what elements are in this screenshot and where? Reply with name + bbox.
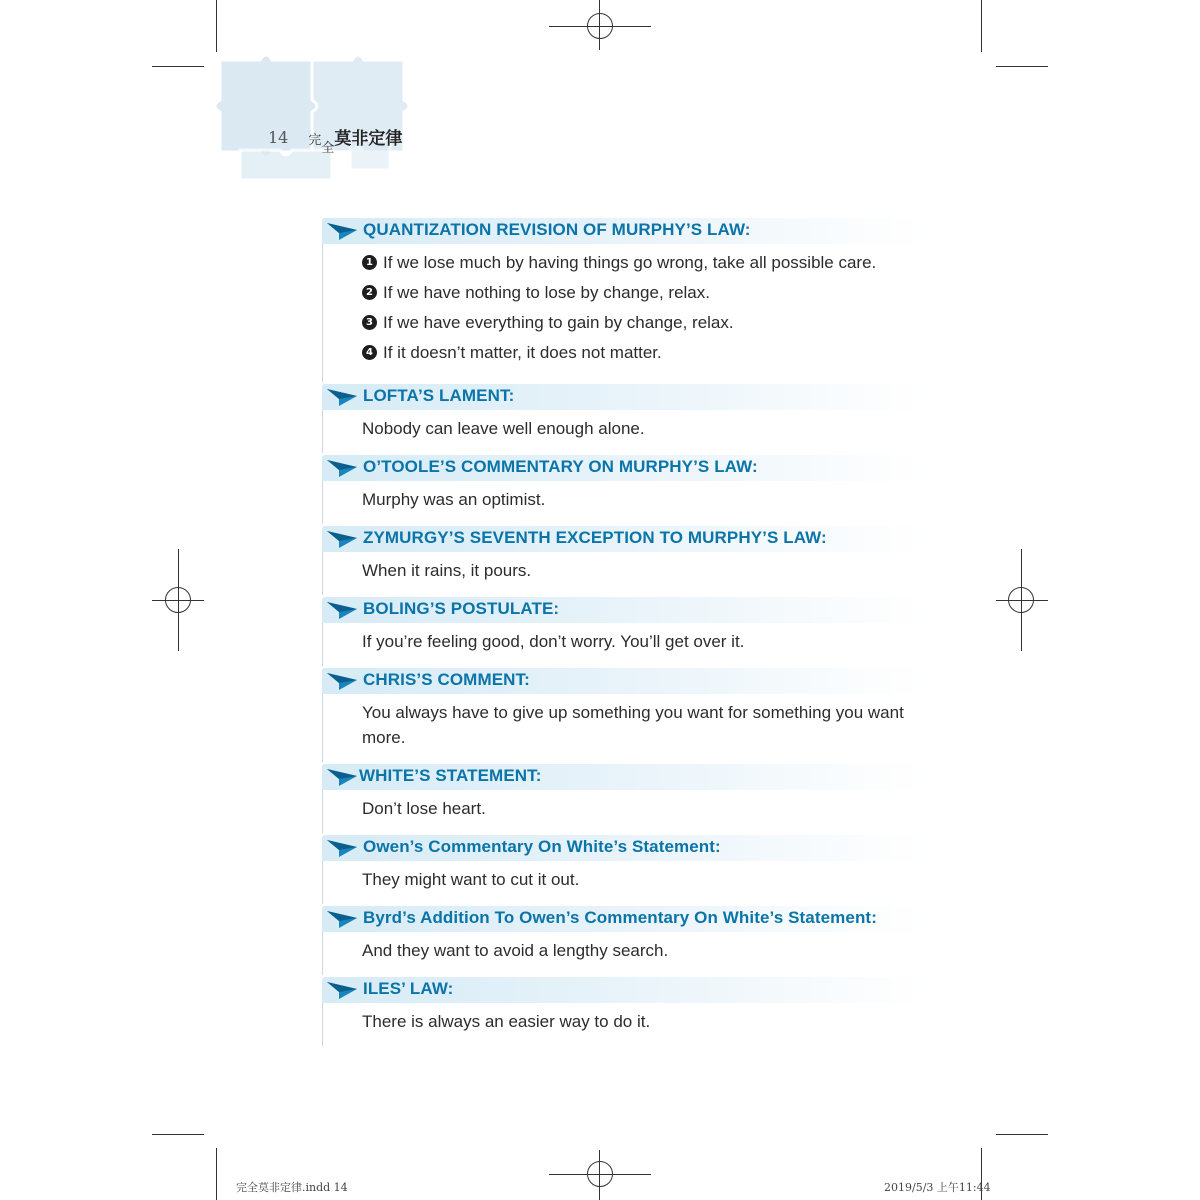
paper-plane-icon bbox=[325, 599, 359, 621]
numbered-bullet: 4 bbox=[362, 345, 377, 360]
crop-mark bbox=[981, 0, 982, 52]
page-number: 14 bbox=[268, 128, 289, 147]
law-entry bbox=[322, 597, 922, 668]
law-title: Byrd’s Addition To Owen’s Commentary On White’s Statement: bbox=[363, 908, 877, 927]
law-title: BOLING’S POSTULATE: bbox=[363, 599, 560, 618]
book-title-main: 莫非定律 bbox=[334, 129, 403, 149]
law-title: WHITE’S STATEMENT: bbox=[359, 766, 542, 785]
law-body: Murphy was an optimist. bbox=[362, 490, 546, 509]
crop-mark bbox=[996, 1134, 1048, 1135]
paper-plane-icon bbox=[325, 220, 359, 242]
law-title: QUANTIZATION REVISION OF MURPHY’S LAW: bbox=[363, 220, 751, 239]
numbered-bullet: 1 bbox=[362, 255, 377, 270]
law-body: There is always an easier way to do it. bbox=[362, 1012, 651, 1031]
law-header-bar bbox=[322, 597, 922, 623]
law-header-bar bbox=[322, 906, 922, 932]
list-item-text: If we lose much by having things go wrong, take all possible care. bbox=[383, 253, 877, 272]
list-item bbox=[362, 310, 907, 335]
timestamp: 2019/5/3 上午11:44 bbox=[884, 1181, 991, 1194]
paper-plane-icon bbox=[325, 908, 359, 930]
list-item bbox=[362, 280, 907, 305]
law-entry bbox=[322, 835, 922, 906]
law-entry bbox=[322, 455, 922, 526]
law-entry bbox=[322, 977, 922, 1048]
law-title: ZYMURGY’S SEVENTH EXCEPTION TO MURPHY’S LAW: bbox=[363, 528, 827, 547]
law-header-bar bbox=[322, 835, 922, 861]
law-entry bbox=[322, 764, 922, 835]
law-title: ILES’ LAW: bbox=[363, 979, 454, 998]
law-header-bar bbox=[322, 764, 922, 790]
crop-mark bbox=[152, 1134, 204, 1135]
list-item-text: If we have everything to gain by change, relax. bbox=[383, 313, 734, 332]
list-item bbox=[362, 250, 907, 275]
file-label: 完全莫非定律.indd 14 bbox=[236, 1181, 348, 1194]
law-title: O’TOOLE’S COMMENTARY ON MURPHY’S LAW: bbox=[363, 457, 758, 476]
law-header-bar bbox=[322, 668, 922, 694]
paper-plane-icon bbox=[325, 670, 359, 692]
law-body: Don’t lose heart. bbox=[362, 799, 486, 818]
law-entry bbox=[322, 668, 922, 764]
law-entry bbox=[322, 906, 922, 977]
book-title-prefix: 完 bbox=[308, 133, 322, 148]
law-entry bbox=[322, 384, 922, 455]
list-item-text: If we have nothing to lose by change, relax. bbox=[383, 283, 710, 302]
paper-plane-icon bbox=[325, 766, 359, 788]
book-title-prefix: 全 bbox=[321, 141, 335, 156]
running-header bbox=[268, 124, 403, 156]
paper-plane-icon bbox=[325, 837, 359, 859]
paper-plane-icon bbox=[325, 386, 359, 408]
law-entry bbox=[322, 218, 922, 384]
law-entry bbox=[322, 526, 922, 597]
law-header-bar bbox=[322, 977, 922, 1003]
law-header-bar bbox=[322, 455, 922, 481]
list-item-text: If it doesn’t matter, it does not matter. bbox=[383, 343, 662, 362]
law-body: If you’re feeling good, don’t worry. You’ll get over it. bbox=[362, 632, 745, 651]
law-body: They might want to cut it out. bbox=[362, 870, 580, 889]
puzzle-decoration bbox=[200, 50, 430, 190]
law-body: Nobody can leave well enough alone. bbox=[362, 419, 645, 438]
numbered-bullet: 3 bbox=[362, 315, 377, 330]
law-title: Owen’s Commentary On White’s Statement: bbox=[363, 837, 721, 856]
paper-plane-icon bbox=[325, 979, 359, 1001]
law-header-bar bbox=[322, 218, 922, 244]
numbered-bullet: 2 bbox=[362, 285, 377, 300]
book-title bbox=[308, 124, 403, 156]
laws-list bbox=[322, 218, 922, 1048]
crop-mark bbox=[216, 0, 217, 52]
law-body: You always have to give up something you want for something you want more. bbox=[362, 703, 904, 747]
paper-plane-icon bbox=[325, 528, 359, 550]
law-body bbox=[362, 244, 907, 384]
law-header-bar bbox=[322, 526, 922, 552]
law-title: CHRIS’S COMMENT: bbox=[363, 670, 530, 689]
law-body: When it rains, it pours. bbox=[362, 561, 532, 580]
crop-mark bbox=[216, 1148, 217, 1200]
crop-mark bbox=[996, 66, 1048, 67]
law-title: LOFTA’S LAMENT: bbox=[363, 386, 515, 405]
crop-mark bbox=[152, 66, 204, 67]
law-header-bar bbox=[322, 384, 922, 410]
paper-plane-icon bbox=[325, 457, 359, 479]
list-item bbox=[362, 340, 907, 365]
law-body: And they want to avoid a lengthy search. bbox=[362, 941, 669, 960]
